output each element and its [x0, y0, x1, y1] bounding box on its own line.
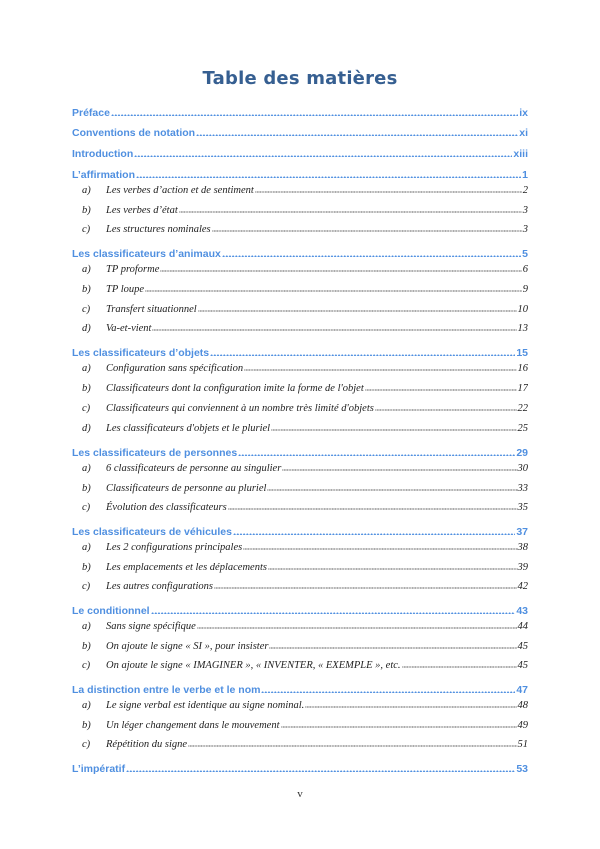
entry-label	[72, 739, 187, 750]
entry-title: 6 classificateurs de personne au singulier	[106, 463, 282, 474]
entry-letter: c)	[82, 403, 91, 414]
entry-letter: b)	[82, 383, 91, 394]
entry-label	[72, 403, 374, 414]
toc-section-entry[interactable]	[72, 203, 528, 217]
entry-letter: a)	[82, 264, 91, 275]
entry-page-number: 47	[516, 684, 528, 696]
dot-leader	[244, 361, 516, 371]
entry-label	[72, 347, 209, 359]
dot-leader	[281, 718, 517, 728]
entry-page-number: ix	[519, 107, 528, 119]
entry-label	[72, 581, 213, 592]
toc-section-entry[interactable]	[72, 183, 528, 197]
dot-leader	[152, 321, 516, 331]
page-number-footer: v	[297, 788, 303, 800]
toc-section-entry[interactable]	[72, 500, 528, 514]
toc-section-entry[interactable]	[72, 540, 528, 554]
entry-label	[72, 463, 281, 474]
entry-page-number: 48	[517, 700, 528, 711]
entry-page-number: 37	[516, 526, 528, 538]
dot-leader	[269, 639, 516, 649]
entry-page-number: 16	[517, 363, 528, 374]
entry-letter: a)	[82, 542, 91, 553]
entry-title: Configuration sans spécification	[106, 363, 244, 374]
dot-leader	[255, 183, 522, 193]
dot-leader	[365, 381, 517, 391]
toc-section-entry[interactable]	[72, 639, 528, 653]
entry-letter: c)	[82, 304, 91, 315]
dot-leader	[197, 619, 517, 629]
dot-leader	[214, 579, 517, 589]
entry-title: Va-et-vient	[106, 323, 152, 334]
dot-leader	[233, 525, 515, 535]
entry-page-number: 30	[517, 463, 528, 474]
dot-leader	[212, 222, 522, 232]
entry-title: Le signe verbal est identique au signe nominal.	[106, 700, 305, 711]
entry-label	[72, 169, 135, 181]
dot-leader	[228, 500, 517, 510]
entry-label	[72, 423, 270, 434]
toc-chapter-entry[interactable]	[72, 346, 528, 360]
entry-label	[72, 483, 266, 494]
toc-section-entry[interactable]	[72, 401, 528, 415]
dot-leader	[126, 762, 515, 772]
toc-section-entry[interactable]	[72, 579, 528, 593]
entry-page-number: 33	[517, 483, 528, 494]
entry-label	[72, 284, 144, 295]
dot-leader	[402, 658, 517, 668]
entry-label	[72, 542, 242, 553]
entry-letter: b)	[82, 483, 91, 494]
entry-title: Les classificateurs d’animaux	[72, 248, 221, 260]
entry-letter: c)	[82, 660, 91, 671]
dot-leader	[238, 446, 515, 456]
toc-section-entry[interactable]	[72, 421, 528, 435]
entry-title: Les classificateurs d'objets et le pluriel	[106, 423, 271, 434]
dot-leader	[145, 282, 522, 292]
entry-letter: c)	[82, 502, 91, 513]
entry-title: Les verbes d’état	[106, 205, 178, 216]
entry-label	[72, 248, 221, 260]
entry-title: Préface	[72, 107, 110, 119]
toc-chapter-entry[interactable]	[72, 446, 528, 460]
toc-chapter-entry[interactable]	[72, 247, 528, 261]
dot-leader	[305, 698, 516, 708]
entry-page-number: 3	[522, 224, 528, 235]
entry-page-number: 5	[522, 248, 528, 260]
dot-leader	[179, 203, 522, 213]
entry-title: On ajoute le signe « IMAGINER », « INVENTER, « EXEMPLE », etc.	[106, 660, 401, 671]
toc-chapter-entry[interactable]	[72, 762, 528, 776]
entry-letter: a)	[82, 463, 91, 474]
toc-chapter-entry[interactable]	[72, 106, 528, 120]
entry-label	[72, 205, 178, 216]
entry-title: Évolution des classificateurs	[106, 502, 227, 513]
entry-label	[72, 363, 243, 374]
entry-letter: b)	[82, 284, 91, 295]
entry-label	[72, 641, 268, 652]
entry-title: Les classificateurs de véhicules	[72, 526, 232, 538]
entry-title: L’impératif	[72, 763, 126, 775]
entry-title: Sans signe spécifique	[106, 621, 196, 632]
entry-title: Répétition du signe	[106, 739, 188, 750]
dot-leader	[196, 126, 518, 136]
entry-title: Transfert situationnel	[106, 304, 197, 315]
entry-label	[72, 763, 125, 775]
entry-title: L’affirmation	[72, 169, 136, 181]
entry-title: Les emplacements et les déplacements	[106, 562, 267, 573]
entry-title: Introduction	[72, 148, 134, 160]
dot-leader	[243, 540, 516, 550]
entry-label	[72, 660, 401, 671]
dot-leader	[222, 247, 521, 257]
entry-title: Classificateurs qui conviennent à un nombre très limité d'objets	[106, 403, 374, 414]
entry-letter: c)	[82, 224, 91, 235]
toc-section-entry[interactable]	[72, 381, 528, 395]
dot-leader	[160, 262, 521, 272]
dot-leader	[210, 346, 515, 356]
toc-section-entry[interactable]	[72, 302, 528, 316]
entry-title: TP proforme	[106, 264, 160, 275]
entry-letter: c)	[82, 739, 91, 750]
entry-label	[72, 148, 133, 160]
toc-chapter-entry[interactable]	[72, 147, 528, 161]
entry-page-number: 43	[516, 605, 528, 617]
entry-label	[72, 323, 151, 334]
entry-page-number: 35	[517, 502, 528, 513]
entry-label	[72, 447, 237, 459]
entry-label	[72, 264, 159, 275]
entry-title: Classificateurs de personne au pluriel	[106, 483, 267, 494]
entry-page-number: 29	[516, 447, 528, 459]
toc-section-entry[interactable]	[72, 737, 528, 751]
dot-leader	[261, 683, 515, 693]
entry-letter: d)	[82, 323, 91, 334]
entry-letter: a)	[82, 363, 91, 374]
entry-label	[72, 605, 150, 617]
entry-title: Un léger changement dans le mouvement	[106, 720, 280, 731]
entry-title: Classificateurs dont la configuration imite la forme de l'objet	[106, 383, 364, 394]
entry-label	[72, 127, 195, 139]
entry-title: Le conditionnel	[72, 605, 150, 617]
dot-leader	[151, 604, 516, 614]
entry-page-number: 6	[522, 264, 528, 275]
entry-page-number: 38	[517, 542, 528, 553]
entry-label	[72, 224, 211, 235]
toc-section-entry[interactable]	[72, 361, 528, 375]
entry-label	[72, 700, 304, 711]
dot-leader	[375, 401, 517, 411]
entry-page-number: 13	[517, 323, 528, 334]
entry-page-number: 10	[517, 304, 528, 315]
toc-section-entry[interactable]	[72, 658, 528, 672]
entry-label	[72, 107, 110, 119]
dot-leader	[188, 737, 516, 747]
entry-label	[72, 502, 227, 513]
entry-title: On ajoute le signe « SI », pour insister	[106, 641, 269, 652]
entry-page-number: 3	[522, 205, 528, 216]
toc-section-entry[interactable]	[72, 321, 528, 335]
entry-letter: c)	[82, 581, 91, 592]
dot-leader	[268, 560, 517, 570]
dot-leader	[136, 168, 521, 178]
toc-title: Table des matières	[202, 68, 398, 89]
toc-chapter-entry[interactable]	[72, 126, 528, 140]
toc-section-entry[interactable]	[72, 619, 528, 633]
entry-letter: b)	[82, 641, 91, 652]
entry-letter: b)	[82, 562, 91, 573]
entry-title: La distinction entre le verbe et le nom	[72, 684, 261, 696]
toc-chapter-entry[interactable]	[72, 168, 528, 182]
entry-page-number: xi	[519, 127, 528, 139]
entry-page-number: 15	[516, 347, 528, 359]
dot-leader	[134, 147, 512, 157]
entry-title: Les autres configurations	[106, 581, 213, 592]
entry-page-number: 39	[517, 562, 528, 573]
entry-page-number: 25	[517, 423, 528, 434]
dot-leader	[111, 106, 518, 116]
entry-title: Conventions de notation	[72, 127, 196, 139]
entry-title: Les structures nominales	[106, 224, 211, 235]
toc-chapter-entry[interactable]	[72, 604, 528, 618]
entry-page-number: 42	[517, 581, 528, 592]
entry-page-number: 22	[517, 403, 528, 414]
toc-chapter-entry[interactable]	[72, 525, 528, 539]
entry-page-number: 51	[517, 739, 528, 750]
toc-section-entry[interactable]	[72, 481, 528, 495]
entry-title: Les classificateurs d’objets	[72, 347, 210, 359]
entry-title: Les verbes d’action et de sentiment	[106, 185, 254, 196]
entry-title: TP loupe	[106, 284, 145, 295]
toc-section-entry[interactable]	[72, 282, 528, 296]
toc-section-entry[interactable]	[72, 222, 528, 236]
entry-page-number: 17	[517, 383, 528, 394]
entry-page-number: 1	[522, 169, 528, 181]
entry-label	[72, 562, 267, 573]
entry-title: Les 2 configurations principales	[106, 542, 243, 553]
toc-section-entry[interactable]	[72, 262, 528, 276]
toc-section-entry[interactable]	[72, 698, 528, 712]
dot-leader	[282, 461, 516, 471]
entry-letter: b)	[82, 205, 91, 216]
entry-page-number: 49	[517, 720, 528, 731]
entry-page-number: 53	[516, 763, 528, 775]
entry-page-number: 2	[522, 185, 528, 196]
entry-letter: b)	[82, 720, 91, 731]
dot-leader	[271, 421, 516, 431]
dot-leader	[267, 481, 516, 491]
toc-section-entry[interactable]	[72, 461, 528, 475]
entry-page-number: xiii	[513, 148, 528, 160]
entry-label	[72, 526, 232, 538]
entry-title: Les classificateurs de personnes	[72, 447, 238, 459]
toc-section-entry[interactable]	[72, 560, 528, 574]
toc-section-entry[interactable]	[72, 718, 528, 732]
entry-label	[72, 684, 260, 696]
entry-page-number: 45	[517, 660, 528, 671]
entry-label	[72, 383, 364, 394]
entry-letter: a)	[82, 621, 91, 632]
entry-label	[72, 185, 254, 196]
entry-page-number: 45	[517, 641, 528, 652]
entry-label	[72, 621, 196, 632]
entry-page-number: 44	[517, 621, 528, 632]
entry-letter: a)	[82, 185, 91, 196]
toc-chapter-entry[interactable]	[72, 683, 528, 697]
entry-letter: a)	[82, 700, 91, 711]
dot-leader	[198, 302, 517, 312]
entry-letter: d)	[82, 423, 91, 434]
entry-page-number: 9	[522, 284, 528, 295]
entry-label	[72, 304, 197, 315]
entry-label	[72, 720, 280, 731]
